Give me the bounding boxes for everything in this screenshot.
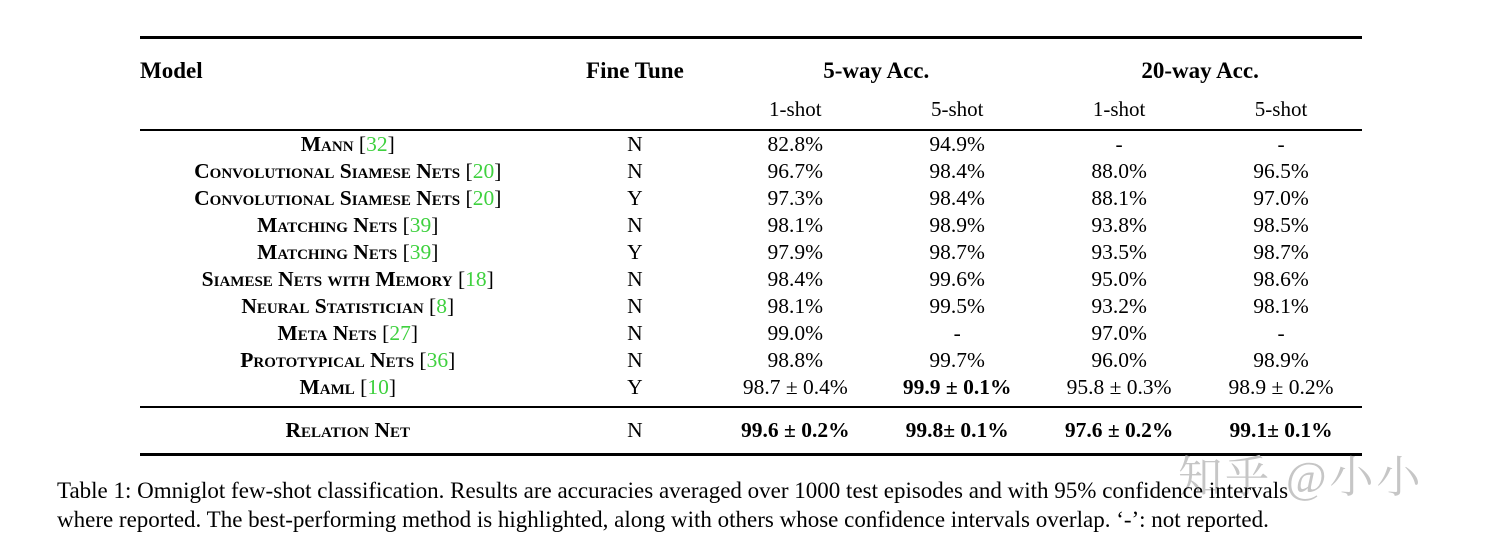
header-group-row: [140, 38, 1362, 90]
model-name: Prototypical Nets: [240, 347, 415, 372]
fine-tune-cell: N: [627, 131, 643, 156]
model-name-cell: [140, 293, 555, 320]
accuracy-cell: 93.5%: [1091, 239, 1147, 264]
fine-tune-cell: N: [627, 347, 643, 372]
accuracy-cell: 88.0%: [1091, 158, 1147, 183]
fine-tune-cell: N: [627, 212, 643, 237]
accuracy-cell: 96.7%: [767, 158, 824, 183]
accuracy-cell: 96.5%: [1253, 158, 1309, 183]
citation-ref: [36]: [414, 347, 456, 372]
accuracy-cell: 98.9%: [929, 212, 985, 237]
accuracy-cell: 98.9 ± 0.2%: [1200, 374, 1362, 407]
fine-tune-cell: Y: [627, 185, 643, 210]
citation-ref: [20]: [460, 158, 502, 183]
fine-tune-cell: Y: [555, 374, 714, 407]
accuracy-cell: 98.1%: [767, 293, 824, 318]
accuracy-cell: -: [1277, 320, 1285, 345]
model-name-cell: [140, 185, 555, 212]
model-name: Neural Statistician: [241, 293, 424, 318]
citation-number: 39: [409, 212, 432, 237]
citation-ref: [32]: [353, 131, 395, 156]
accuracy-cell: 99.6 ± 0.2%: [741, 417, 850, 442]
accuracy-cell: 98.1%: [1253, 293, 1309, 318]
table-row: [140, 185, 1362, 212]
accuracy-cell: 98.5%: [1253, 212, 1309, 237]
table-row: [140, 130, 1362, 158]
citation-ref: [39]: [397, 239, 439, 264]
table-row: [140, 239, 1362, 266]
accuracy-cell: 95.8 ± 0.3%: [1038, 374, 1200, 407]
zhihu-watermark: 知乎 @小小: [1178, 453, 1424, 502]
citation-number: 32: [366, 131, 388, 156]
table-row: [140, 212, 1362, 239]
accuracy-cell: 98.4%: [929, 185, 985, 210]
column-header-model: Model: [140, 57, 203, 83]
accuracy-cell: 97.0%: [1253, 185, 1309, 210]
accuracy-cell: 98.1%: [767, 212, 824, 237]
model-name-cell: [140, 266, 555, 293]
model-name-cell: [140, 374, 555, 407]
model-name: Relation Net: [285, 417, 410, 442]
model-name-cell: [140, 130, 555, 158]
accuracy-cell: 98.9%: [1253, 347, 1309, 372]
table-row: [140, 320, 1362, 347]
column-header-20way-acc: 20-way Acc.: [1141, 57, 1259, 83]
table-body: [140, 130, 1362, 407]
table-row: [140, 407, 1362, 455]
accuracy-cell: 97.3%: [767, 185, 824, 210]
accuracy-cell: 82.8%: [767, 131, 824, 156]
accuracy-cell: 94.9%: [929, 131, 985, 156]
accuracy-cell: 98.4%: [929, 158, 985, 183]
omniglot-results-table: [140, 36, 1362, 456]
table-row: [140, 347, 1362, 374]
fine-tune-cell: N: [627, 158, 643, 183]
table-row: [140, 158, 1362, 185]
accuracy-cell: 98.6%: [1253, 266, 1309, 291]
citation-ref: [27]: [376, 320, 418, 345]
column-header-fine-tune: Fine Tune: [586, 57, 684, 83]
model-name-cell: [140, 239, 555, 266]
column-header-5way-acc: 5-way Acc.: [823, 57, 930, 83]
citation-number: 8: [436, 293, 447, 318]
subheader-20way-5shot: 5-shot: [1200, 90, 1362, 130]
accuracy-cell: 98.7 ± 0.4%: [714, 374, 876, 407]
table-row: [140, 266, 1362, 293]
header-spacer: [140, 90, 555, 130]
results-table: [140, 36, 1362, 456]
caption-line-2: where reported. The best-performing method is highlighted, along with others whose confidence intervals overlap. ‘-’: not reported.: [57, 506, 1269, 532]
accuracy-cell: 93.8%: [1091, 212, 1147, 237]
citation-number: 39: [409, 239, 432, 264]
fine-tune-cell: N: [627, 320, 643, 345]
citation-number: 10: [367, 374, 389, 399]
fine-tune-cell: N: [627, 417, 643, 442]
model-name: Maml: [299, 374, 355, 399]
model-name: Mann: [300, 131, 354, 156]
fine-tune-cell: N: [627, 293, 643, 318]
accuracy-cell: 99.1± 0.1%: [1229, 417, 1333, 442]
table-header: [140, 38, 1362, 130]
header-spacer: [555, 90, 714, 130]
accuracy-cell: 97.9%: [767, 239, 824, 264]
header-sub-row: [140, 90, 1362, 130]
accuracy-cell: 96.0%: [1091, 347, 1147, 372]
accuracy-cell: 99.7%: [929, 347, 985, 372]
model-name: Matching Nets: [257, 212, 398, 237]
accuracy-cell: 99.5%: [929, 293, 985, 318]
citation-number: 18: [465, 266, 487, 291]
accuracy-cell: 95.0%: [1091, 266, 1147, 291]
table-final-body: [140, 407, 1362, 455]
fine-tune-cell: Y: [627, 239, 643, 264]
accuracy-cell: -: [1277, 131, 1285, 156]
accuracy-cell: 99.6%: [929, 266, 985, 291]
accuracy-cell: 98.7%: [1253, 239, 1309, 264]
citation-ref: [20]: [460, 185, 502, 210]
accuracy-cell: 98.8%: [767, 347, 824, 372]
caption-line-1: Table 1: Omniglot few-shot classification. Results are accuracies averaged over 1000 test episodes and with 95% confidence intervals: [57, 478, 1289, 503]
citation-number: 20: [472, 158, 495, 183]
citation-number: 27: [389, 320, 411, 345]
accuracy-cell: 98.7%: [929, 239, 985, 264]
model-name-cell: [140, 212, 555, 239]
model-name-cell: [140, 320, 555, 347]
citation-number: 36: [426, 347, 449, 372]
citation-number: 20: [472, 185, 495, 210]
citation-ref: [18]: [452, 266, 494, 291]
model-name: Siamese Nets with Memory: [201, 266, 453, 291]
model-name: Meta Nets: [277, 320, 377, 345]
subheader-5way-1shot: 1-shot: [714, 90, 876, 130]
accuracy-cell: 97.6 ± 0.2%: [1064, 417, 1174, 442]
model-name: Convolutional Siamese Nets: [194, 158, 461, 183]
model-name-cell: [140, 347, 555, 374]
accuracy-cell: 93.2%: [1091, 293, 1147, 318]
fine-tune-cell: N: [627, 266, 643, 291]
accuracy-cell: -: [1115, 131, 1123, 156]
accuracy-cell: 99.9 ± 0.1%: [876, 374, 1038, 407]
citation-ref: [8]: [423, 293, 455, 318]
model-name: Matching Nets: [257, 239, 398, 264]
accuracy-cell: 99.8± 0.1%: [905, 417, 1009, 442]
accuracy-cell: 97.0%: [1091, 320, 1147, 345]
accuracy-cell: 99.0%: [767, 320, 824, 345]
table-row: [140, 293, 1362, 320]
model-name-cell: [140, 407, 555, 455]
table-caption: [57, 477, 1465, 534]
accuracy-cell: 88.1%: [1091, 185, 1147, 210]
accuracy-cell: 98.4%: [767, 266, 824, 291]
model-name-cell: [140, 158, 555, 185]
model-name: Convolutional Siamese Nets: [194, 185, 461, 210]
subheader-5way-5shot: 5-shot: [876, 90, 1038, 130]
citation-ref: [10]: [354, 374, 396, 399]
subheader-20way-1shot: 1-shot: [1038, 90, 1200, 130]
citation-ref: [39]: [397, 212, 439, 237]
accuracy-cell: -: [953, 320, 961, 345]
table-row: [140, 374, 1362, 407]
